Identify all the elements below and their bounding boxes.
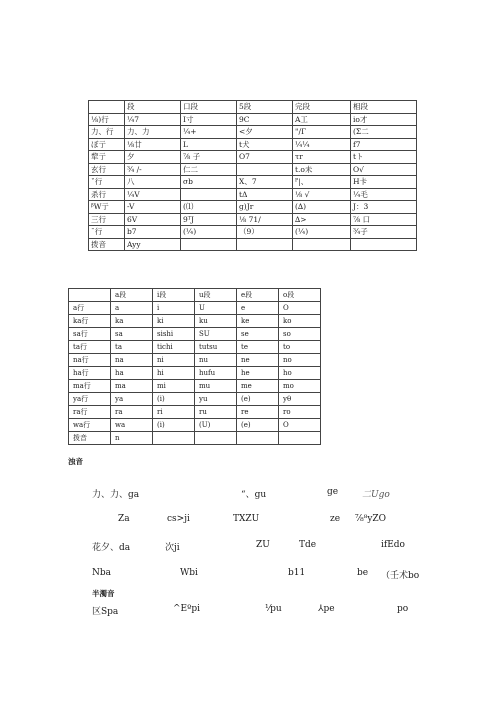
table-cell: J：3	[351, 201, 417, 214]
table-cell: 仁二	[181, 163, 237, 176]
table-cell: Ayy	[125, 238, 181, 251]
column-header: 相段	[351, 101, 417, 114]
row-header: ta行	[69, 341, 111, 354]
table-cell: 9ᵀJ	[181, 213, 237, 226]
dakuon-row	[0, 568, 500, 582]
dakuon-item: cs>ji	[167, 514, 190, 524]
table-cell: re	[237, 406, 279, 419]
table-cell: se	[237, 328, 279, 341]
table-cell: ma	[111, 380, 153, 393]
table-row	[89, 138, 417, 151]
column-header: 段	[125, 101, 181, 114]
handakuon-item: ⅄pe	[318, 604, 335, 614]
column-header: a段	[111, 289, 153, 302]
table-cell: O	[279, 419, 321, 432]
table-cell: ke	[237, 315, 279, 328]
table-cell: ¼¼	[293, 138, 351, 151]
row-header: a行	[69, 302, 111, 315]
table-cell: "/Γ	[293, 126, 351, 139]
table-cell: sishi	[153, 328, 195, 341]
table-row	[89, 163, 417, 176]
table-cell: yθ	[279, 393, 321, 406]
dakuon-row	[0, 487, 500, 501]
row-header: ぼ亍	[89, 138, 125, 151]
kana-gojuon-table	[88, 100, 417, 251]
column-header: 口段	[181, 101, 237, 114]
table-row	[89, 113, 417, 126]
table-cell: so	[279, 328, 321, 341]
table-row	[89, 188, 417, 201]
table-cell: ᴾ|、	[293, 176, 351, 189]
table-row	[69, 432, 321, 445]
handakuon-item: ⅟pu	[265, 604, 282, 614]
row-header: 玄行	[89, 163, 125, 176]
table-cell: ya	[111, 393, 153, 406]
table-cell	[293, 238, 351, 251]
row-header: 拨音	[89, 238, 125, 251]
table-cell: mu	[195, 380, 237, 393]
dakuon-item: Tde	[299, 540, 317, 550]
table-cell: tΔ	[237, 188, 293, 201]
dakuon-item: ze	[330, 514, 341, 524]
table-cell	[195, 432, 237, 445]
table-cell: yu	[195, 393, 237, 406]
row-header: 犂亍	[89, 151, 125, 164]
table-cell: ra	[111, 406, 153, 419]
table-cell	[279, 432, 321, 445]
table-cell: i	[153, 302, 195, 315]
table-cell: ta	[111, 341, 153, 354]
table-cell: <夕	[237, 126, 293, 139]
table-row	[89, 238, 417, 251]
table-cell: ni	[153, 354, 195, 367]
dakuon-item: ifEdo	[381, 540, 405, 550]
row-header: ˉ行	[89, 226, 125, 239]
table-cell: L	[181, 138, 237, 151]
column-header: u段	[195, 289, 237, 302]
table-cell	[237, 238, 293, 251]
dakuon-item: TXZU	[233, 514, 260, 524]
table-cell: ⅛廿	[125, 138, 181, 151]
table-cell: ha	[111, 367, 153, 380]
table-row	[89, 101, 417, 114]
handakuon-item: po	[397, 604, 409, 614]
table-cell: ⅛ √	[293, 188, 351, 201]
table-cell: ku	[195, 315, 237, 328]
table-cell: I寸	[181, 113, 237, 126]
table-cell: ⅛ 71/	[237, 213, 293, 226]
table-cell: hi	[153, 367, 195, 380]
table-cell: ko	[279, 315, 321, 328]
table-row	[89, 213, 417, 226]
dakuon-item: Nba	[92, 568, 112, 578]
table-row	[69, 315, 321, 328]
table-row	[89, 226, 417, 239]
dakuon-item: ZU	[256, 540, 270, 550]
table-cell: σb	[181, 176, 237, 189]
table-row	[69, 289, 321, 302]
table-cell: a	[111, 302, 153, 315]
table-row	[69, 354, 321, 367]
table-cell: (U)	[195, 419, 237, 432]
dakuon-row	[0, 514, 500, 528]
table-cell: he	[237, 367, 279, 380]
table-cell: me	[237, 380, 279, 393]
table-cell: no	[279, 354, 321, 367]
table-cell: ro	[279, 406, 321, 419]
table-cell: ¾ /-	[125, 163, 181, 176]
table-cell: ⅞ 口	[351, 213, 417, 226]
table-cell: to	[279, 341, 321, 354]
romaji-gojuon-table	[68, 288, 321, 445]
column-header: o段	[279, 289, 321, 302]
handakuon-heading: 半濁音	[92, 589, 115, 598]
table-cell: sa	[111, 328, 153, 341]
table-cell	[237, 432, 279, 445]
table-cell: (e)	[237, 393, 279, 406]
row-header: ᵝW亍	[89, 201, 125, 214]
table-cell: ho	[279, 367, 321, 380]
table-cell: 力、力	[125, 126, 181, 139]
table-row	[69, 341, 321, 354]
row-header: ˇ行	[89, 176, 125, 189]
column-header: 5段	[237, 101, 293, 114]
table-cell: ka	[111, 315, 153, 328]
row-header: 力、行	[89, 126, 125, 139]
table-cell: tichi	[153, 341, 195, 354]
dakuon-item: 力、力、ga	[92, 490, 140, 500]
table-cell: X、7	[237, 176, 293, 189]
table-cell: io才	[351, 113, 417, 126]
table-cell: ɡ)Jr	[237, 201, 293, 214]
dakuon-item: 花夕、da	[92, 543, 131, 553]
table-cell: ki	[153, 315, 195, 328]
table-cell: ri	[153, 406, 195, 419]
dakuon-item: 二Ugo	[362, 490, 390, 500]
dakuon-row	[0, 540, 500, 554]
dakuon-item: be	[357, 568, 369, 578]
row-header: 三行	[89, 213, 125, 226]
table-cell: (⑴	[181, 201, 237, 214]
table-cell: tutsu	[195, 341, 237, 354]
dakuon-item: b11	[288, 568, 306, 578]
table-cell: O	[279, 302, 321, 315]
table-cell: (∆)	[293, 201, 351, 214]
row-header: 杀行	[89, 188, 125, 201]
table-cell: (Σ二	[351, 126, 417, 139]
table-cell: (e)	[237, 419, 279, 432]
table-cell: t犬	[237, 138, 293, 151]
table-cell: 9C	[237, 113, 293, 126]
table-row	[69, 367, 321, 380]
row-header: ma行	[69, 380, 111, 393]
table-cell: (¼)	[293, 226, 351, 239]
table-cell: hufu	[195, 367, 237, 380]
table-cell: A工	[293, 113, 351, 126]
table-cell: ∆>	[293, 213, 351, 226]
table-row	[89, 201, 417, 214]
table-cell	[181, 188, 237, 201]
table-cell: τr	[293, 151, 351, 164]
row-header: ⅛)行	[89, 113, 125, 126]
column-header: 完段	[293, 101, 351, 114]
table-cell: f7	[351, 138, 417, 151]
row-header: sa行	[69, 328, 111, 341]
table-row	[69, 393, 321, 406]
dakuon-item: “、gu	[241, 490, 267, 500]
handakuon-item: 区Spa	[92, 607, 119, 617]
table-cell: （9）	[237, 226, 293, 239]
dakuon-item: Wbi	[180, 568, 198, 578]
table-cell: O√	[351, 163, 417, 176]
table-row	[69, 380, 321, 393]
table-cell: ¼毛	[351, 188, 417, 201]
column-header: i段	[153, 289, 195, 302]
table-cell: ru	[195, 406, 237, 419]
row-header: ka行	[69, 315, 111, 328]
table-cell: nu	[195, 354, 237, 367]
table-cell: (¼)	[181, 226, 237, 239]
table-cell: 6V	[125, 213, 181, 226]
column-header	[69, 289, 111, 302]
table-cell	[181, 238, 237, 251]
table-cell: te	[237, 341, 279, 354]
table-cell: ⅞ 子	[181, 151, 237, 164]
handakuon-item: ^Eºpi	[173, 604, 200, 614]
dakuon-item: Za	[118, 514, 130, 524]
row-header: 拨音	[69, 432, 111, 445]
table-row	[69, 419, 321, 432]
table-cell	[153, 432, 195, 445]
table-cell: 夕	[125, 151, 181, 164]
table-cell: n	[111, 432, 153, 445]
table-cell: t.o未	[293, 163, 351, 176]
table-row	[89, 151, 417, 164]
table-row	[69, 302, 321, 315]
row-header: wa行	[69, 419, 111, 432]
table-cell	[237, 163, 293, 176]
table-row	[69, 328, 321, 341]
table-cell: H卡	[351, 176, 417, 189]
row-header: ya行	[69, 393, 111, 406]
table-cell: mo	[279, 380, 321, 393]
row-header: ha行	[69, 367, 111, 380]
table-cell	[351, 238, 417, 251]
table-cell: O7	[237, 151, 293, 164]
table-cell: na	[111, 354, 153, 367]
table-cell: SU	[195, 328, 237, 341]
table-row	[89, 126, 417, 139]
table-cell: e	[237, 302, 279, 315]
table-cell: wa	[111, 419, 153, 432]
table-cell: ¼+	[181, 126, 237, 139]
table-cell: ne	[237, 354, 279, 367]
column-header: e段	[237, 289, 279, 302]
table-cell: U	[195, 302, 237, 315]
dakuon-heading: 浊音	[68, 457, 83, 466]
row-header: ra行	[69, 406, 111, 419]
table-cell: -V	[125, 201, 181, 214]
row-header: na行	[69, 354, 111, 367]
table-cell: ¼7	[125, 113, 181, 126]
handakuon-row	[0, 604, 500, 618]
table-cell: b7	[125, 226, 181, 239]
dakuon-item: 次ji	[165, 543, 180, 553]
table-row	[69, 406, 321, 419]
table-cell: tト	[351, 151, 417, 164]
table-row	[89, 176, 417, 189]
table-cell: (i)	[153, 393, 195, 406]
dakuon-item: ge	[327, 487, 339, 497]
dakuon-item: ⅞⁸yZO	[355, 514, 387, 524]
dakuon-item: （壬术bo	[381, 571, 420, 581]
table-cell: ¼V	[125, 188, 181, 201]
table-cell: ¾子	[351, 226, 417, 239]
column-header	[89, 101, 125, 114]
table-cell: mi	[153, 380, 195, 393]
table-cell: 八	[125, 176, 181, 189]
table-cell: (i)	[153, 419, 195, 432]
